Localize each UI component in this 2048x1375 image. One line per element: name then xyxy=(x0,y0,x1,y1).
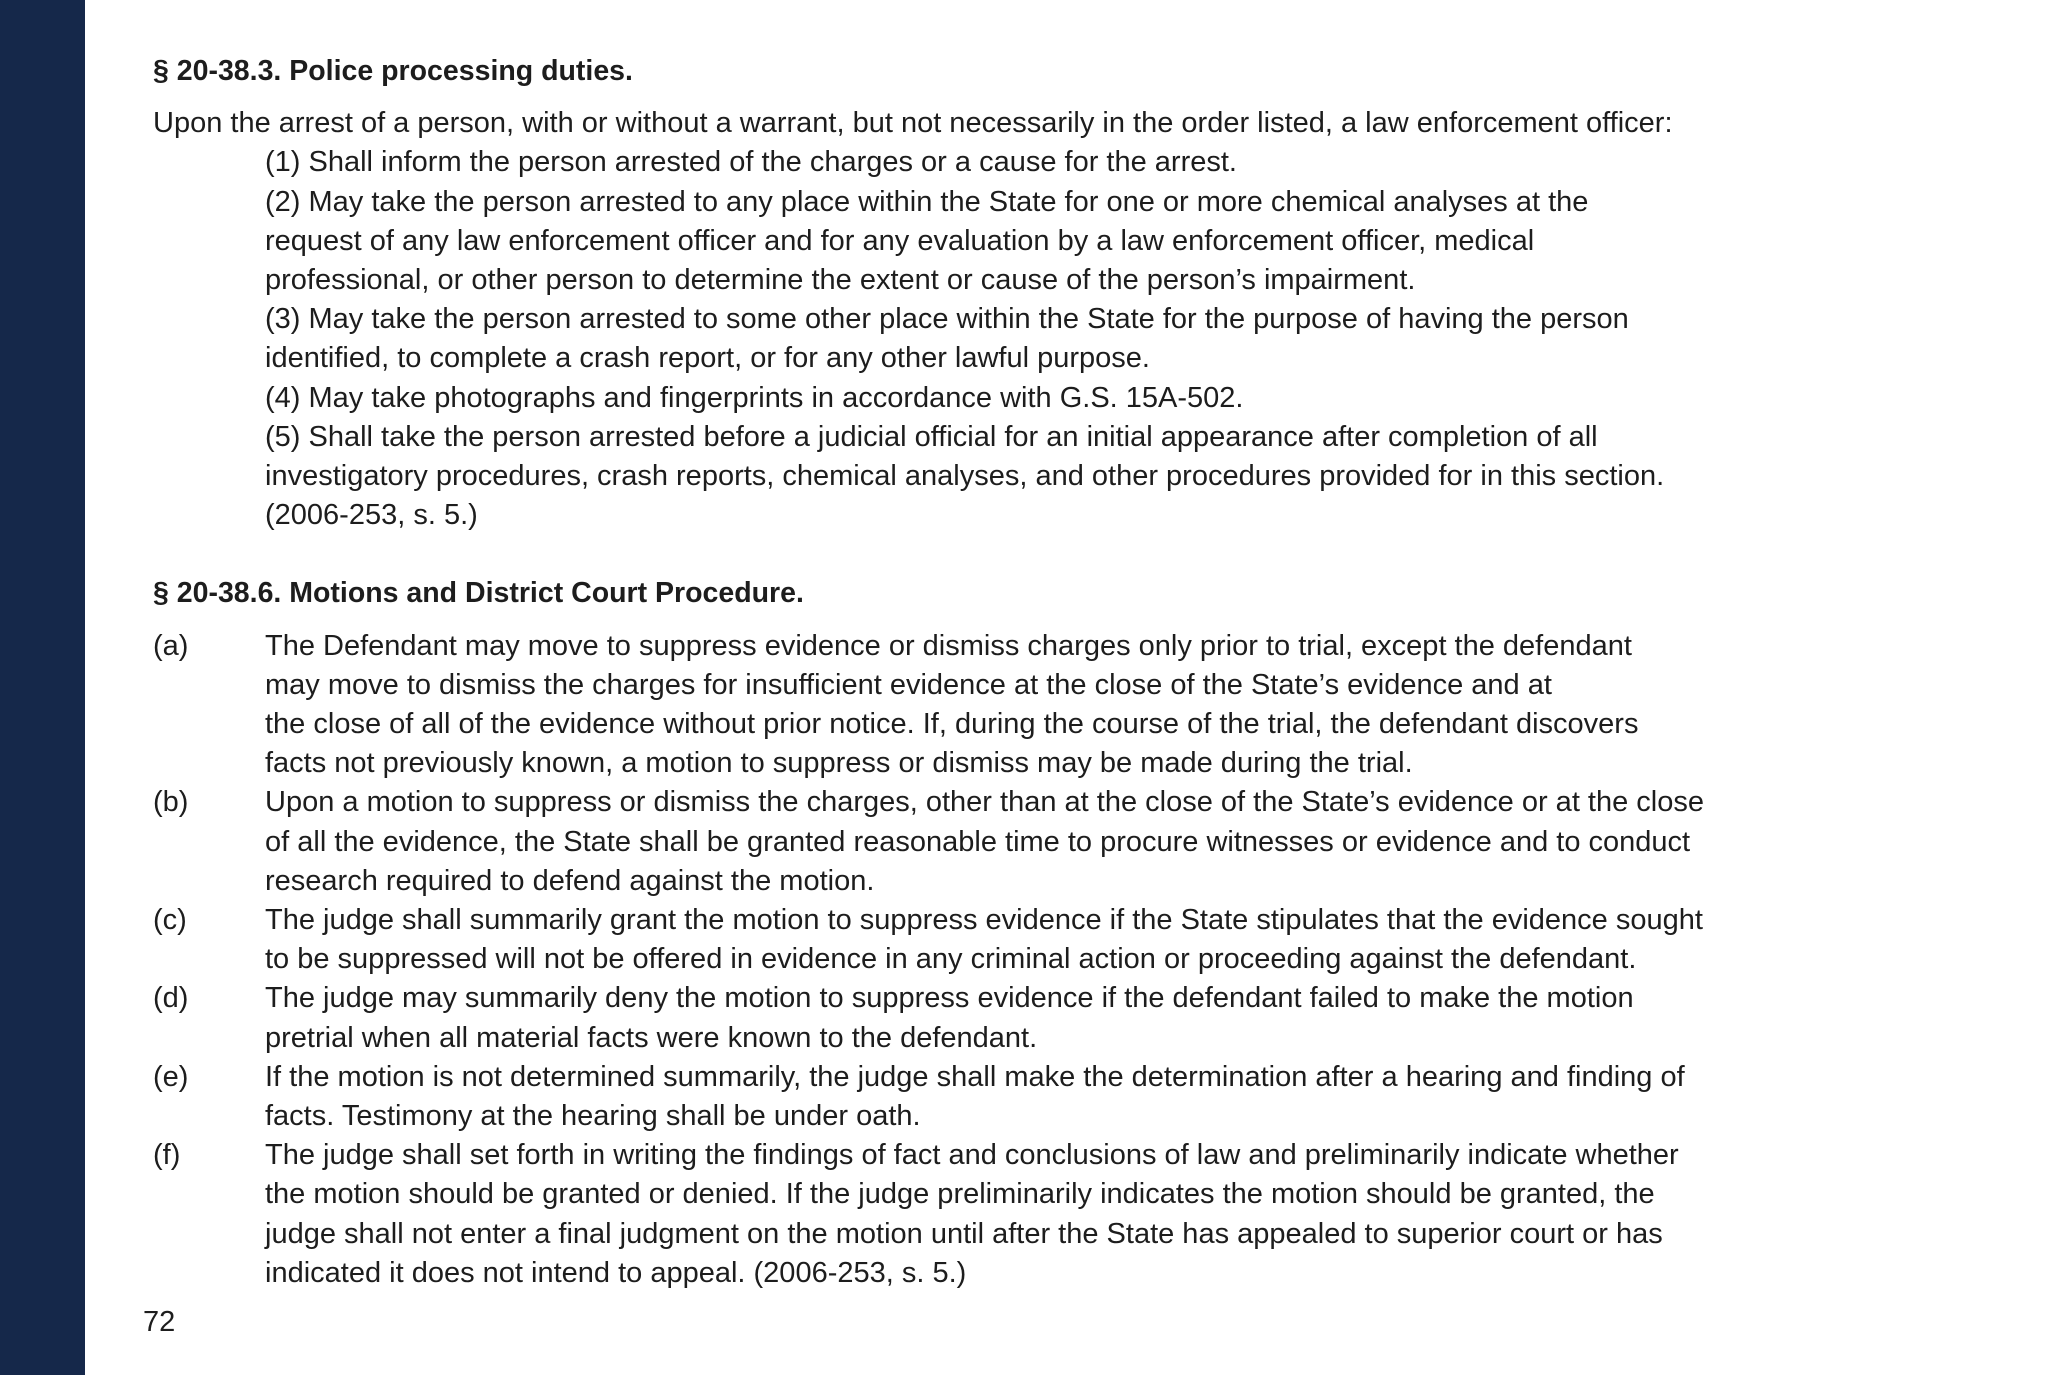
text-line: (4) May take photographs and fingerprints in accordance with G.S. 15A-502. xyxy=(265,381,1244,414)
text-line: facts. Testimony at the hearing shall be under oath. xyxy=(265,1100,921,1133)
page-content xyxy=(153,52,1853,1293)
list-item xyxy=(153,379,1853,418)
text-line: facts not previously known, a motion to suppress or dismiss may be made during the trial. xyxy=(265,747,1413,780)
text-line: the motion should be granted or denied. If the judge preliminarily indicates the motion should be granted, the xyxy=(265,1178,1655,1211)
subsection-letter: (a) xyxy=(153,629,189,662)
subsection-letter: (f) xyxy=(153,1139,181,1172)
text-line: indicated it does not intend to appeal. (2006-253, s. 5.) xyxy=(265,1256,967,1289)
side-bar xyxy=(0,0,85,1375)
list-item xyxy=(153,300,1853,378)
subsection-e xyxy=(153,1058,1853,1136)
text-line: identified, to complete a crash report, or for any other lawful purpose. xyxy=(265,342,1150,375)
subsection-d xyxy=(153,979,1853,1057)
text-line: request of any law enforcement officer and for any evaluation by a law enforcement officer, medical xyxy=(265,224,1535,257)
text-line: (3) May take the person arrested to some other place within the State for the purpose of having the person xyxy=(265,303,1629,336)
text-line: (5) Shall take the person arrested before a judicial official for an initial appearance after completion of all xyxy=(265,420,1598,453)
text-line: Upon a motion to suppress or dismiss the charges, other than at the close of the State’s evidence or at the close xyxy=(265,786,1704,819)
subsection-f xyxy=(153,1136,1853,1293)
text-line: The judge may summarily deny the motion to suppress evidence if the defendant failed to make the motion xyxy=(265,982,1634,1015)
text-line: (1) Shall inform the person arrested of the charges or a cause for the arrest. xyxy=(265,146,1237,179)
text-line: (2006-253, s. 5.) xyxy=(265,499,478,532)
section-intro: Upon the arrest of a person, with or without a warrant, but not necessarily in the order listed, a law enforcement officer: xyxy=(153,107,1673,140)
text-line: the close of all of the evidence without prior notice. If, during the course of the trial, the defendant discovers xyxy=(265,708,1639,741)
text-line: of all the evidence, the State shall be granted reasonable time to procure witnesses or evidence and to conduct xyxy=(265,825,1691,858)
text-line: investigatory procedures, crash reports, chemical analyses, and other procedures provided for in this section. xyxy=(265,460,1665,493)
page-number: 72 xyxy=(143,1306,176,1338)
section-heading-20-38-3: § 20-38.3. Police processing duties. xyxy=(153,55,633,87)
text-line: may move to dismiss the charges for insufficient evidence at the close of the State’s evidence and at xyxy=(265,668,1552,701)
text-line: The Defendant may move to suppress evidence or dismiss charges only prior to trial, except the defendant xyxy=(265,629,1632,662)
subsection-letter: (e) xyxy=(153,1060,189,1093)
list-item xyxy=(153,418,1853,536)
text-line: to be suppressed will not be offered in evidence in any criminal action or proceeding against the defendant. xyxy=(265,943,1637,976)
subsection-b xyxy=(153,783,1853,901)
list-item xyxy=(153,183,1853,301)
list-item xyxy=(153,143,1853,182)
text-line: professional, or other person to determine the extent or cause of the person’s impairment. xyxy=(265,264,1416,296)
text-line: If the motion is not determined summarily, the judge shall make the determination after a hearing and finding of xyxy=(265,1060,1685,1093)
subsection-letter: (d) xyxy=(153,982,189,1015)
subsection-letter: (b) xyxy=(153,786,189,819)
text-line: research required to defend against the motion. xyxy=(265,864,875,897)
subsection-c xyxy=(153,901,1853,979)
text-line: pretrial when all material facts were known to the defendant. xyxy=(265,1021,1038,1054)
subsection-letter: (c) xyxy=(153,904,187,937)
text-line: The judge shall summarily grant the motion to suppress evidence if the State stipulates that the evidence sought xyxy=(265,904,1703,937)
section-heading-20-38-6: § 20-38.6. Motions and District Court Procedure. xyxy=(153,577,804,610)
text-line: The judge shall set forth in writing the findings of fact and conclusions of law and preliminarily indicate whether xyxy=(265,1139,1679,1172)
subsection-a xyxy=(153,627,1853,784)
text-line: judge shall not enter a final judgment on the motion until after the State has appealed to superior court or has xyxy=(265,1217,1663,1250)
text-line: (2) May take the person arrested to any place within the State for one or more chemical analyses at the xyxy=(265,185,1589,218)
